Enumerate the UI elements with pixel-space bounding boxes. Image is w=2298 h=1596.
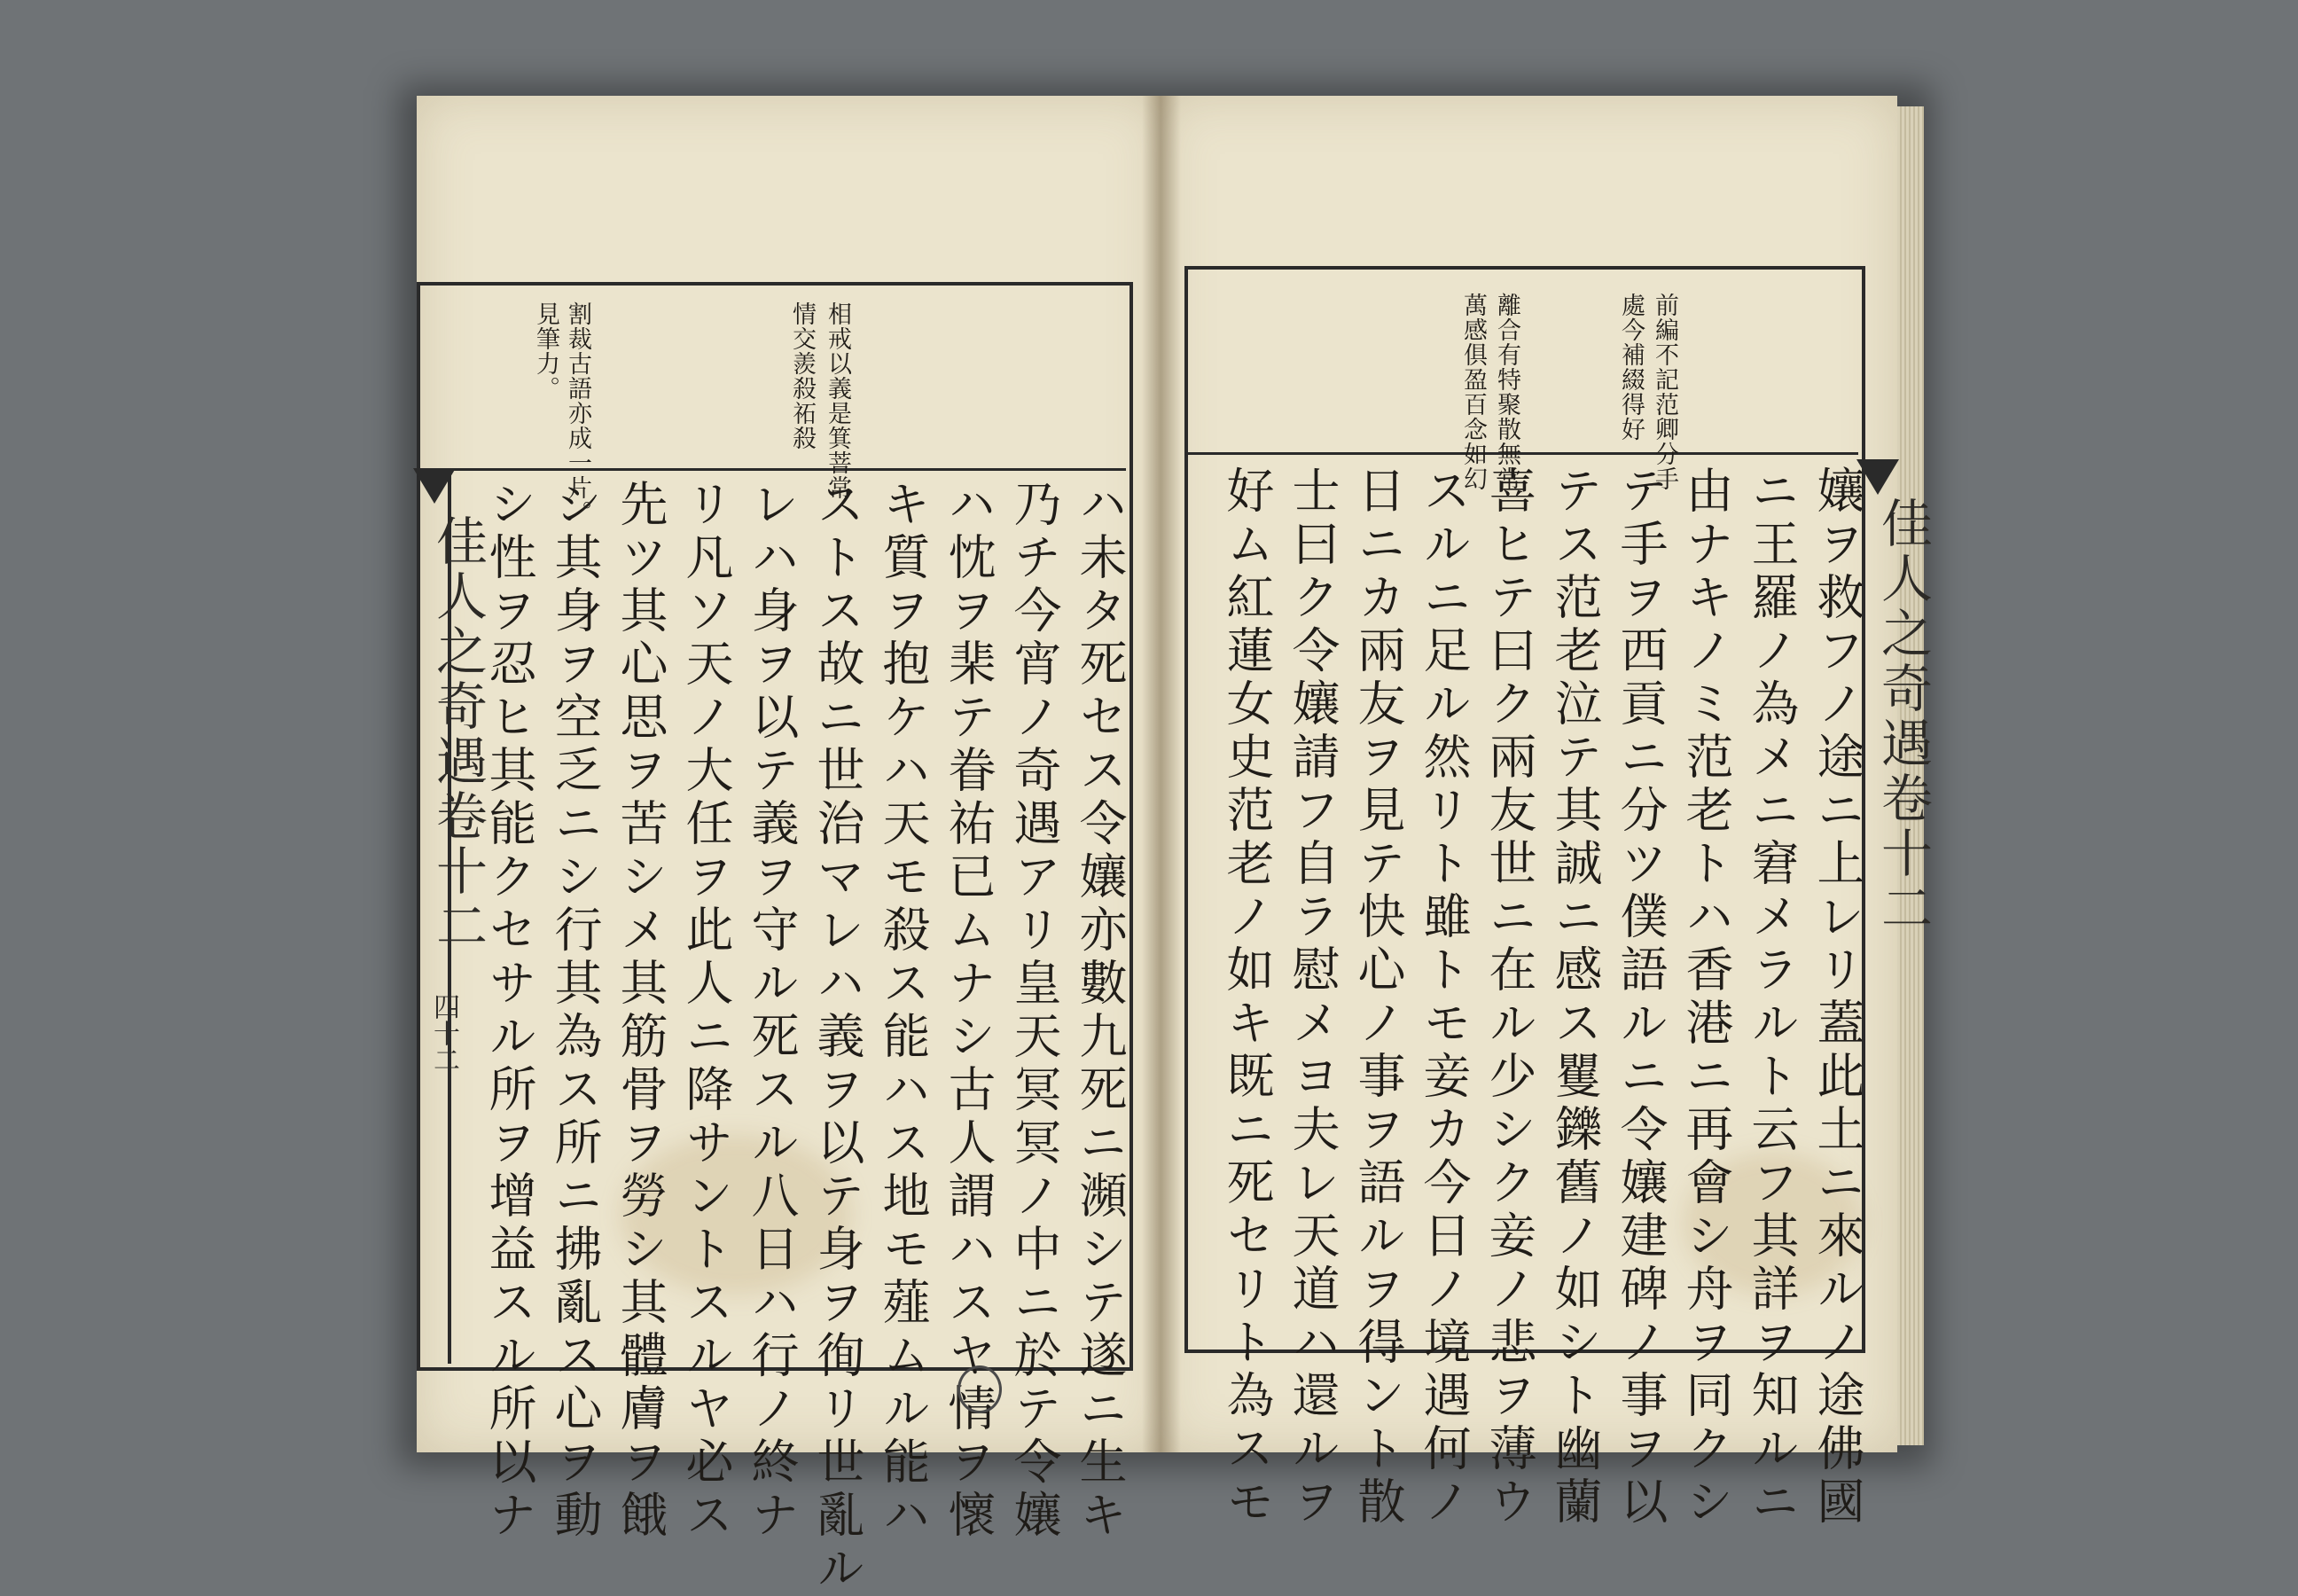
right-text-column: 日ニカ兩友ヲ見テ快心ノ事ヲ語ルヲ得ント散 [1350, 466, 1406, 1530]
left-text-column: ハ忱ヲ棐テ眷祐已ムナシ古人謂ハスヤ情ヲ懷 [941, 479, 997, 1543]
left-text-column: リ凡ソ天ノ大任ヲ此人ニ降サントスルヤ必ス [678, 479, 734, 1543]
right-text-column: スルニ足ル然リト雖トモ妾カ今日ノ境遇何ノ [1416, 466, 1472, 1530]
right-headnote: 前編不記范卿分手 [1651, 293, 1678, 491]
right-headnote: 處今補綴得好 [1617, 293, 1645, 442]
left-fish-tail-ornament [413, 468, 456, 504]
right-headnote: 萬感俱盈百念如幻 [1459, 293, 1487, 491]
right-text-column: 孃ヲ救フノ途ニ上レリ蓋此土ニ來ルノ途佛國 [1809, 466, 1865, 1530]
left-headnote: 相戒以義是箕菩常 [824, 301, 851, 500]
left-headnote: 割裁古語亦成一片。 [564, 301, 591, 525]
left-text-column: シ性ヲ忍ヒ其能クセサル所ヲ增益スル所以ナ [481, 479, 537, 1543]
left-headnote-band [417, 282, 1126, 471]
left-text-column: ハ未タ死セス令孃亦數九死ニ瀕シテ遂ニ生キ [1072, 479, 1128, 1543]
right-text-column: 士曰ク令孃請フ自ラ慰メヨ夫レ天道ハ還ルヲ [1285, 466, 1340, 1530]
right-headnote: 離合有特聚散無常 [1493, 293, 1520, 491]
left-running-title: 佳人之奇遇卷十二 [427, 514, 488, 954]
book-gutter [1142, 96, 1181, 1452]
left-headnote: 情交羨殺祏殺 [788, 301, 816, 450]
left-text-column: キ質ヲ抱ケハ天モ殺ス能ハス地モ薤ムル能ハ [875, 479, 931, 1543]
left-text-column: ストス故ニ世治マレハ義ヲ以テ身ヲ徇リ世亂ル [809, 479, 865, 1596]
right-text-column: 好ム紅蓮女史范老ノ如キ既ニ死セリト為スモ [1219, 466, 1275, 1530]
right-text-column: 由ナキノミ范老トハ香港ニ再會シ舟ヲ同クシ [1678, 466, 1734, 1530]
left-text-column: シ其身ヲ空乏ニシ行其為ス所ニ拂亂ス心ヲ動 [547, 479, 603, 1543]
right-text-column: テ手ヲ西貢ニ分ツ僕語ルニ令孃建碑ノ事ヲ以 [1613, 466, 1669, 1530]
left-headnote: 見筆力。 [532, 301, 559, 401]
left-folio: 四十二 [428, 993, 459, 1073]
left-text-column: レハ身ヲ以テ義ヲ守ル死スル八日ハ行ノ終ナ [744, 479, 800, 1543]
right-running-title: 佳人之奇遇卷十二 [1872, 497, 1933, 936]
right-text-column: テス范老泣テ其誠ニ感ス矍鑠舊ノ如シト幽蘭 [1547, 466, 1603, 1530]
right-text-column: ニ王羅ノ為メニ窘メラルト云フ其詳ヲ知ルニ [1744, 466, 1800, 1530]
left-text-column: 先ツ其心思ヲ苦シメ其筋骨ヲ勞シ其體膚ヲ餓 [613, 479, 668, 1543]
right-text-column: 喜ヒテ曰ク兩友世ニ在ル少シク妾ノ悲ヲ薄ウ [1481, 466, 1537, 1530]
left-text-column: 乃チ今宵ノ奇遇アリ皇天冥冥ノ中ニ於テ令孃 [1006, 479, 1062, 1543]
pencil-mark [958, 1365, 1002, 1413]
right-fish-tail-ornament [1856, 459, 1899, 495]
